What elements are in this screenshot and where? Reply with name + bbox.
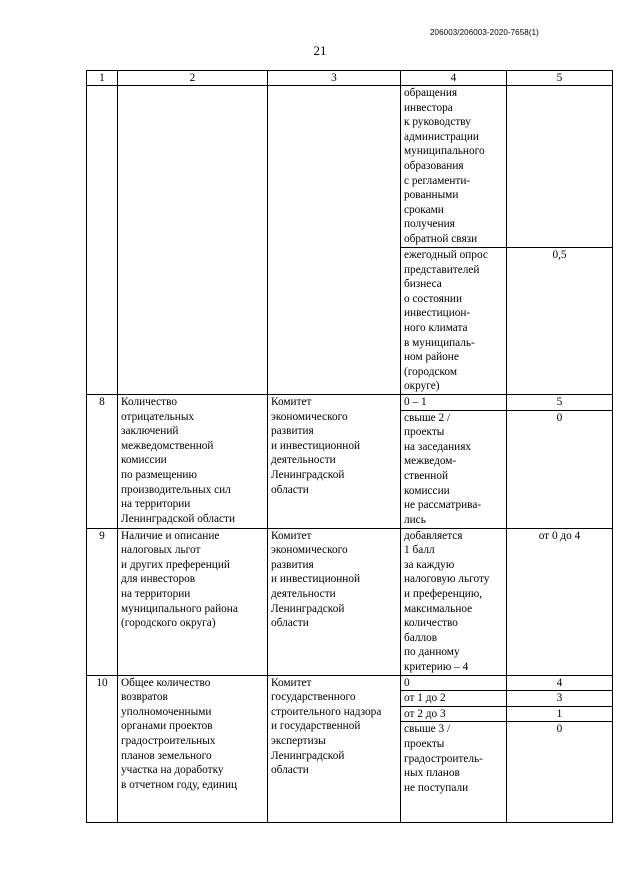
row-number: 10 — [87, 675, 118, 823]
criterion-cell: ежегодный опрос представителей бизнеса о состоянии инвестицион- ного климата в муниципаль- ном районе (городском округе) — [401, 248, 507, 395]
responsible-agency — [268, 86, 401, 395]
score-cell: от 0 до 4 — [507, 528, 613, 675]
score-cell: 0 — [507, 410, 613, 528]
criterion-cell: от 2 до 3 — [401, 706, 507, 722]
responsible-agency: Комитет государственного строительного надзора и государственной экспертизы Ленинградской области — [268, 675, 401, 823]
score-cell: 0,5 — [507, 248, 613, 395]
row-number: 8 — [87, 395, 118, 529]
indicator-name: Общее количество возвратов уполномоченными органами проектов градостроительных планов земельного участка на доработку в отчетном году, единиц — [118, 675, 268, 823]
criterion-cell: обращения инвестора к руководству администрации муниципального образования с регламенти- рованными сроками получения обратной связи — [401, 86, 507, 248]
score-cell: 5 — [507, 395, 613, 411]
page-number: 21 — [313, 43, 327, 58]
table-row — [87, 86, 613, 248]
criterion-cell: добавляется 1 балл за каждую налоговую льготу и преференцию, максимальное количество баллов по данному критерию – 4 — [401, 528, 507, 675]
criterion-cell: 0 – 1 — [401, 395, 507, 411]
indicator-name — [118, 86, 268, 395]
column-header: 3 — [268, 71, 401, 86]
row-number — [87, 86, 118, 395]
row-number: 9 — [87, 528, 118, 675]
responsible-agency: Комитет экономического развития и инвестиционной деятельности Ленинградской области — [268, 395, 401, 529]
column-header: 1 — [87, 71, 118, 86]
document-id: 206003/206003-2020-7658(1) — [430, 28, 539, 37]
score-cell: 0 — [507, 722, 613, 823]
column-header: 4 — [401, 71, 507, 86]
score-cell: 1 — [507, 706, 613, 722]
criterion-cell: от 1 до 2 — [401, 691, 507, 707]
criterion-cell: свыше 3 / проекты градостроитель- ных планов не поступали — [401, 722, 507, 823]
table-row — [87, 528, 613, 675]
column-header: 5 — [507, 71, 613, 86]
criterion-cell: свыше 2 / проекты на заседаниях межведом- ственной комиссии не рассматрива- лись — [401, 410, 507, 528]
indicator-name: Наличие и описание налоговых льгот и других преференций для инвесторов на территории муниципального района (городского округа) — [118, 528, 268, 675]
score-cell: 3 — [507, 691, 613, 707]
indicator-name: Количество отрицательных заключений межведомственной комиссии по размещению производительных сил на территории Ленинградской области — [118, 395, 268, 529]
score-cell: 4 — [507, 675, 613, 691]
table-row — [87, 395, 613, 411]
criteria-table — [86, 70, 613, 823]
score-cell — [507, 86, 613, 248]
criterion-cell: 0 — [401, 675, 507, 691]
table-header-row — [87, 71, 613, 86]
column-header: 2 — [118, 71, 268, 86]
table-row — [87, 675, 613, 691]
responsible-agency: Комитет экономического развития и инвестиционной деятельности Ленинградской области — [268, 528, 401, 675]
